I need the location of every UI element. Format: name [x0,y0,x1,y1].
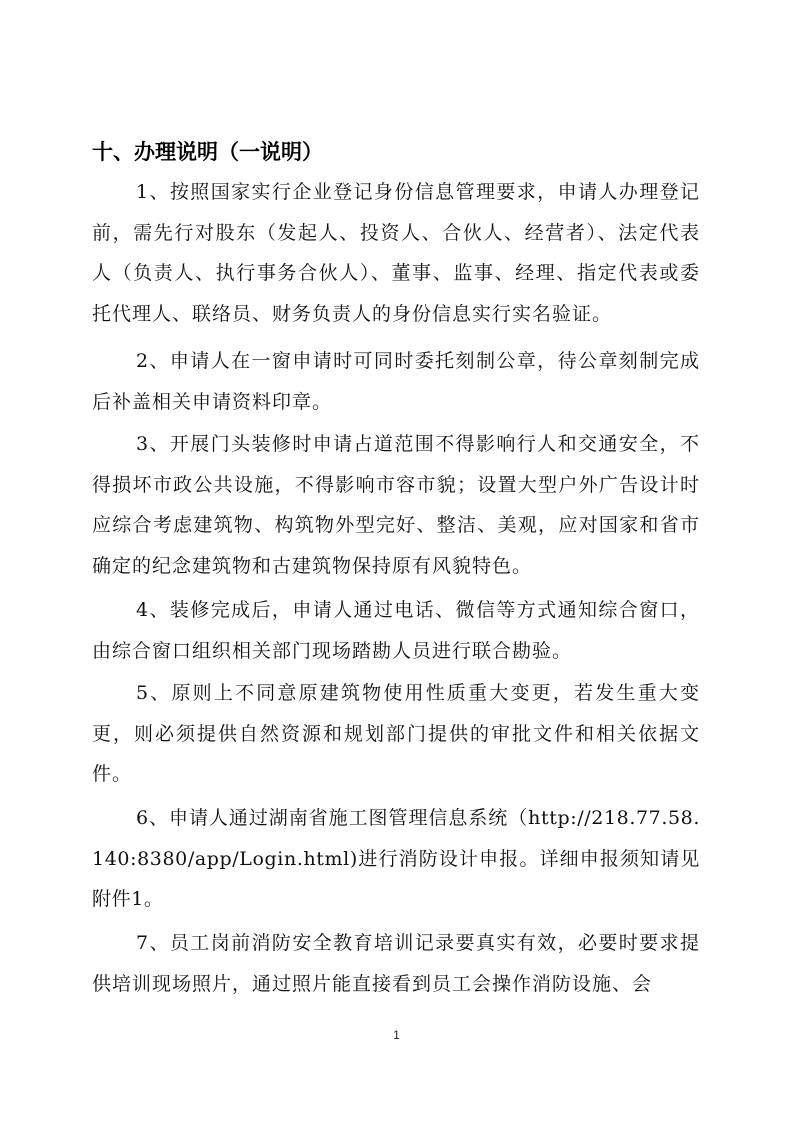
paragraph-building-use-change: 5、原则上不同意原建筑物使用性质重大变更，若发生重大变更，则必须提供自然资源和规划部门提供的审批文件和相关依据文件。 [92,682,700,786]
paragraph-identity-verification: 1、按照国家实行企业登记身份信息管理要求，申请人办理登记前，需先行对股东（发起人、投资人、合伙人、经营者）、法定代表人（负责人、执行事务合伙人）、董事、监事、经理、指定代表或委托代理人、联络员、财务负责人的身份信息实行实名验证。 [92,181,700,325]
page-number: 1 [393,1028,400,1042]
paragraph-fire-safety-training: 7、员工岗前消防安全教育培训记录要真实有效，必要时要求提供培训现场照片，通过照片能直接看到员工会操作消防设施、会 [92,932,700,995]
paragraph-seal-engraving: 2、申请人在一窗申请时可同时委托刻制公章，待公章刻制完成后补盖相关申请资料印章。 [92,350,700,413]
paragraph-joint-inspection: 4、装修完成后，申请人通过电话、微信等方式通知综合窗口，由综合窗口组织相关部门现场踏勘人员进行联合勘验。 [92,599,700,662]
paragraph-storefront-renovation: 3、开展门头装修时申请占道范围不得影响行人和交通安全，不得损坏市政公共设施，不得影响市容市貌；设置大型户外广告设计时应综合考虑建筑物、构筑物外型完好、整洁、美观，应对国家和省市确定的纪念建筑物和古建筑物保持原有风貌特色。 [92,433,700,577]
paragraph-fire-design-declaration: 6、申请人通过湖南省施工图管理信息系统（http://218.77.58.140:8380/app/Login.html)进行消防设计申报。详细申报须知请见附件1。 [92,807,700,911]
section-heading: 十、办理说明（一说明） [92,140,323,164]
